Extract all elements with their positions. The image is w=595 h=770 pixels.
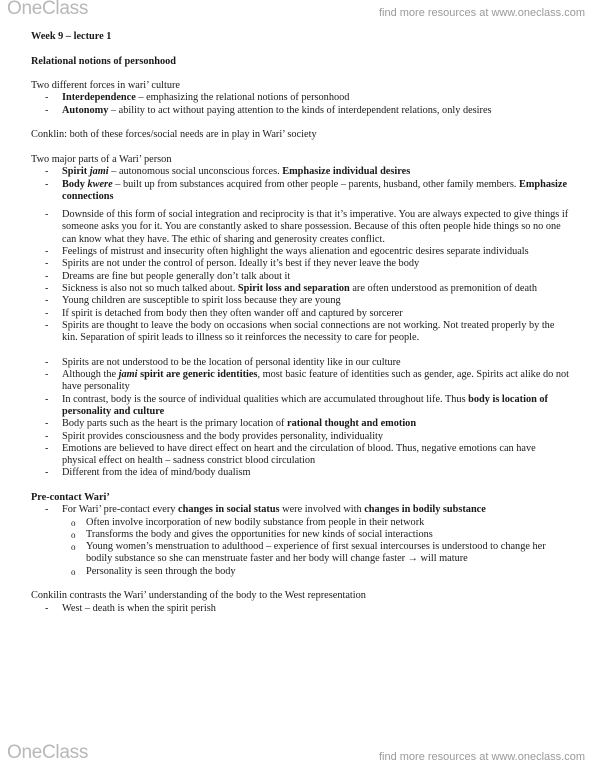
list-text: Spirit provides consciousness and the body provides personality, individuality (62, 430, 384, 442)
list-item (31, 295, 571, 307)
list-text: Spirits are not under the control of person. Ideally it’s best if they never leave the body (62, 258, 420, 270)
emphasis: rational thought and emotion (287, 418, 417, 430)
precontact-list (31, 504, 571, 578)
list-item (31, 357, 571, 369)
week-heading: Week 9 – lecture 1 (31, 31, 112, 42)
dash-bullet: - (45, 602, 49, 614)
term: Autonomy (62, 104, 109, 116)
list-item (31, 246, 571, 258)
list-item (31, 166, 571, 178)
emphasis: Emphasize connections (62, 178, 568, 202)
dash-bullet: - (45, 442, 49, 454)
list-item (31, 271, 571, 283)
dash-bullet: - (45, 246, 49, 258)
list-item (31, 308, 571, 320)
list-item (31, 92, 571, 104)
parts-list (31, 166, 571, 203)
parts-intro: Two major parts of a Wari’ person (31, 153, 172, 165)
definition: – emphasizing the relational notions of personhood (135, 92, 350, 104)
dash-bullet: - (45, 307, 49, 319)
oneclass-logo[interactable]: OneClass (7, 0, 89, 19)
list-item (31, 258, 571, 270)
circle-bullet: o (71, 529, 76, 540)
west-list (31, 603, 571, 615)
oneclass-logo[interactable]: OneClass (7, 742, 89, 763)
dash-bullet: - (45, 418, 49, 430)
downside-list (31, 209, 571, 344)
list-item (31, 320, 571, 345)
list-item (31, 209, 571, 246)
dash-bullet: - (45, 209, 49, 221)
list-item (31, 283, 571, 295)
dash-bullet: - (45, 504, 49, 516)
sub-list-item (31, 529, 571, 541)
list-item (31, 394, 571, 419)
page-footer (0, 744, 595, 770)
emphasis: Emphasize individual desires (282, 166, 411, 178)
sub-list-item (31, 517, 571, 529)
dash-bullet: - (45, 270, 49, 282)
emphasis: changes in social status (178, 504, 280, 516)
list-item (31, 105, 571, 117)
definition: – built up from substances acquired from other people – parents, husband, other family members. (112, 178, 519, 190)
circle-bullet: o (71, 517, 76, 528)
list-text: are often understood as premonition of death (349, 282, 538, 294)
list-text: If spirit is detached from body then they often wander off and captured by sorcerer (62, 307, 403, 319)
emphasis: changes in bodily substance (364, 504, 486, 516)
dash-bullet: - (45, 258, 49, 270)
emphasis: body is location of personality and culture (62, 393, 548, 417)
dash-bullet: - (45, 319, 49, 331)
list-text: were involved with (279, 504, 365, 516)
list-text: Downside of this form of social integration and reciprocity is that it’s imperative. You are always expected to give things if someone asks you for it. You are constantly asked to share possession. Because of this often people hide things so no one can know what they have. The ethic of sharing and generosity creates conflict. (62, 209, 569, 245)
list-text: Spirits are not understood to be the location of personal identity like in our culture (62, 356, 401, 368)
list-text: For Wari’ pre-contact every (62, 504, 179, 516)
list-text: Emotions are believed to have direct effect on heart and the circulation of blood. Thus, negative emotions can have physical effect on health – sadness constrict blood circulation (62, 442, 536, 467)
resources-link[interactable]: find more resources at www.oneclass.com (378, 7, 585, 19)
list-text: Often involve incorporation of new bodily substance from people in their network (86, 516, 425, 528)
list-text: Transforms the body and gives the opportunities for new kinds of social interactions (86, 528, 433, 540)
dash-bullet: - (45, 282, 49, 294)
emphasis: spirit are generic identities (137, 369, 258, 381)
conkilin-note: Conkilin contrasts the Wari’ understanding of the body to the West representation (31, 590, 366, 602)
list-text: , most basic feature of identities such as gender, age. Spirits act alike do not have personality (62, 369, 570, 393)
list-text: Personality is seen through the body (86, 565, 236, 577)
term-native: kwere (87, 178, 113, 190)
dash-bullet: - (45, 295, 49, 307)
identity-list (31, 357, 571, 480)
list-text: Spirits are thought to leave the body on occasions when social connections are not working. Not treated properly by the kin. Separation of spirit leads to illness so it reinforces the necessity to care for people. (62, 319, 555, 344)
dash-bullet: - (45, 104, 49, 116)
list-text: Different from the idea of mind/body dualism (62, 467, 251, 479)
emphasis: Spirit loss and separation (237, 282, 350, 294)
list-item (31, 443, 571, 468)
forces-list (31, 92, 571, 117)
list-text: Dreams are fine but people generally don’t talk about it (62, 270, 291, 282)
list-text: In contrast, body is the source of individual qualities which are accumulated throughout life. Thus (62, 393, 469, 405)
list-item (31, 179, 571, 204)
sub-list-item (31, 566, 571, 578)
list-text: West – death is when the spirit perish (62, 602, 216, 614)
term-native: jami (89, 166, 109, 178)
list-text: Feelings of mistrust and insecurity often highlight the ways alienation and egocentric desires separate individuals (62, 246, 529, 258)
list-item (31, 603, 571, 615)
dash-bullet: - (45, 393, 49, 405)
dash-bullet: - (45, 178, 49, 190)
term-native: jami (118, 369, 138, 381)
dash-bullet: - (45, 92, 49, 104)
dash-bullet: - (45, 356, 49, 368)
definition: – autonomous social unconscious forces. (108, 166, 283, 178)
list-text: Young children are susceptible to spirit loss because they are young (62, 295, 341, 307)
lecture-notes (31, 31, 571, 615)
page-header (0, 0, 595, 26)
resources-link[interactable]: find more resources at www.oneclass.com (378, 751, 585, 763)
dash-bullet: - (45, 467, 49, 479)
dash-bullet: - (45, 166, 49, 178)
sub-list-item (31, 541, 571, 566)
term: Interdependence (62, 92, 136, 104)
circle-bullet: o (71, 566, 76, 577)
list-text: Although the (62, 369, 119, 381)
list-item (31, 418, 571, 430)
notes-title: Relational notions of personhood (31, 55, 177, 67)
definition: – ability to act without paying attention to the kinds of interdependent relations, only desires (108, 104, 492, 116)
term: Spirit (62, 166, 90, 178)
list-text: Young women’s menstruation to adulthood – experience of first sexual intercourses is understood to change her bodily substance so she can menstruate faster and her body will change faster → will mature (86, 541, 546, 565)
circle-bullet: o (71, 542, 76, 553)
list-item (31, 369, 571, 394)
list-item (31, 431, 571, 443)
list-text: Sickness is also not so much talked about. (62, 282, 238, 294)
list-item (31, 504, 571, 516)
list-text: Body parts such as the heart is the primary location of (62, 418, 288, 430)
section-heading: Pre-contact Wari’ (31, 491, 110, 503)
term: Body (62, 178, 88, 190)
forces-intro: Two different forces in wari’ culture (31, 80, 180, 92)
dash-bullet: - (45, 369, 49, 381)
conklin-note: Conklin: both of these forces/social needs are in play in Wari’ society (31, 129, 317, 141)
list-item (31, 467, 571, 479)
dash-bullet: - (45, 430, 49, 442)
